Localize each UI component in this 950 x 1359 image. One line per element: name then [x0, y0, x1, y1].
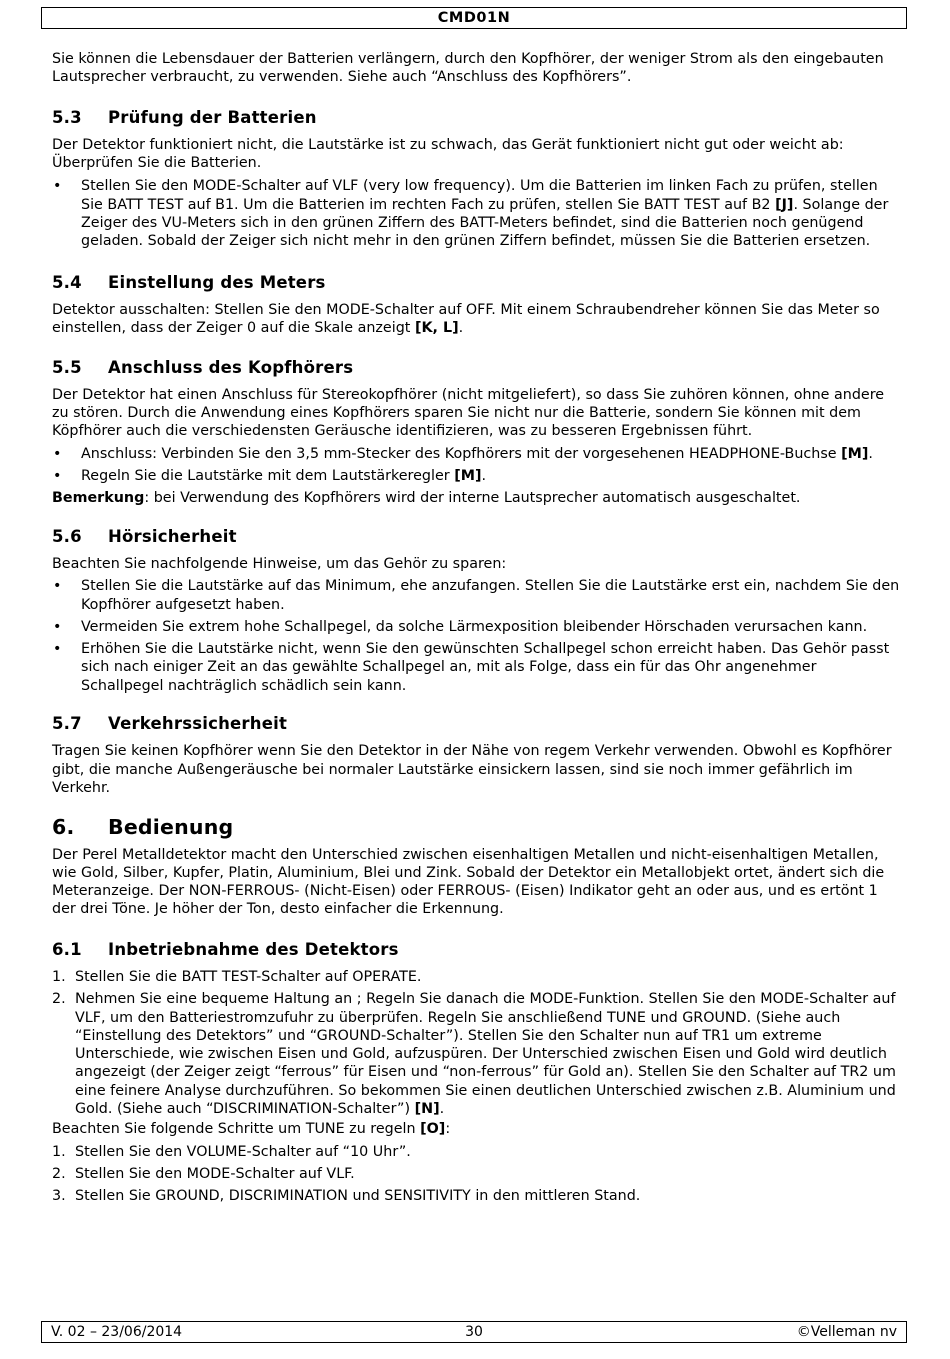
list-text: .	[868, 445, 873, 462]
list-item: • Vermeiden Sie extrem hohe Schallpegel, da solche Lärmexposition bleibender Hörschaden verursachen kann.	[52, 618, 902, 636]
list-item	[52, 968, 902, 986]
list-text: Stellen Sie den MODE-Schalter auf VLF.	[75, 1165, 355, 1182]
section-5-4-heading	[52, 274, 902, 292]
section-6-1-list	[52, 968, 902, 1118]
para-text: Detektor ausschalten: Stellen Sie den MODE-Schalter auf OFF. Mit einem Schraubendreher können Sie das Meter so einstellen, dass der Zeiger 0 auf die Skale anzeigt	[52, 301, 880, 337]
section-title: Prüfung der Batterien	[108, 107, 317, 127]
section-number: 5.6	[52, 526, 82, 546]
list-number: 3.	[52, 1188, 66, 1205]
para-text: Beachten Sie folgende Schritte um TUNE zu regeln	[52, 1121, 421, 1138]
list-text: .	[481, 468, 487, 485]
section-5-3-paragraph: Der Detektor funktioniert nicht, die Lautstärke ist zu schwach, das Gerät funktioniert nicht gut oder weicht ab: Überprüfen Sie die Batterien.	[52, 136, 844, 172]
section-title: Verkehrssicherheit	[108, 714, 288, 734]
figure-ref: [M]	[454, 468, 482, 485]
list-text: Stellen Sie die BATT TEST-Schalter auf OPERATE.	[75, 968, 422, 985]
list-text: Regeln Sie die Lautstärke mit dem Lautstärkeregler	[81, 468, 455, 485]
section-6-1-heading	[52, 941, 902, 959]
section-6-heading	[52, 815, 902, 840]
section-5-5-paragraph: Der Detektor hat einen Anschluss für Stereokopfhörer (nicht mitgeliefert), so dass Sie zuhören können, ohne andere zu stören. Durch die Anwendung eines Kopfhörers sparen Sie nicht nur die Batterie, sondern Sie können mit dem Köpfhörer auch die verschiedensten Geräusche identifizieren, was zu besseren Ergebnissen führt.	[52, 386, 885, 440]
section-number: 5.4	[52, 272, 82, 292]
document-body	[52, 50, 902, 1210]
list-text: .	[439, 1101, 445, 1118]
list-item	[52, 1187, 902, 1205]
list-text: Stellen Sie den VOLUME-Schalter auf “10 Uhr”.	[75, 1143, 411, 1160]
section-number: 5.3	[52, 107, 82, 127]
footer-copyright: ©Velleman nv	[796, 1324, 897, 1340]
figure-ref: [K, L]	[414, 320, 459, 337]
section-5-3-list	[52, 177, 902, 250]
page-header	[41, 7, 907, 29]
list-item	[52, 1165, 902, 1183]
list-item: • Erhöhen Sie die Lautstärke nicht, wenn Sie den gewünschten Schallpegel schon erreicht haben. Das Gehör passt sich nach einiger Zeit an das gewählte Schallpegel an, mit als Folge, dass ein für das Ohr angenehmer Schallpegel nachträglich schädlich sein kann.	[52, 640, 902, 695]
list-item	[52, 467, 902, 485]
list-item: • Stellen Sie die Lautstärke auf das Minimum, ehe anzufangen. Stellen Sie die Lautstärke erst ein, nachdem Sie den Kopfhörer aufgesetzt haben.	[52, 577, 902, 614]
list-text: Nehmen Sie eine bequeme Haltung an ; Regeln Sie danach die MODE-Funktion. Stellen Sie den MODE-Schalter auf VLF, um den Batteriestromzufuhr zu überprüfen. Regeln Sie anschließend TUNE und GROUND. (Siehe auch “Einstellung des Detektors” und “GROUND-Schalter”). Stellen Sie den Schalter nun auf TR1 um extreme Unterschiede, wie zwischen Eisen und Gold, aufzuspüren. Der Unterschied zwischen Eisen und Gold wird deutlich angezeigt (der Zeiger zeigt “ferrous” für Eisen und “non-ferrous” für Gold an). Stellen Sie den Schalter auf TR2 um eine feinere Analyse durchzuführen. So bekommen Sie einen deutlichen Unterschied zwischen z.B. Aluminium und Gold. (Siehe auch “DISCRIMINATION-Schalter”)	[75, 991, 896, 1118]
section-5-6-list	[52, 577, 902, 695]
section-5-7-paragraph: Tragen Sie keinen Kopfhörer wenn Sie den Detektor in der Nähe von regem Verkehr verwenden. Obwohl es Kopfhörer gibt, die manche Außengeräusche bei normaler Lautstärke einsickern lassen, sind sie noch immer gefährlich im Verkehr.	[52, 743, 892, 796]
list-number: 2.	[52, 991, 66, 1008]
list-text: . Solange der Zeiger des VU-Meters sich in den grünen Ziffern des BATT-Meters befindet, sind die Batterien noch genügend geladen. Sobald der Zeiger sich nicht mehr in den grünen Ziffern befindet, müssen Sie die Batterien ersetzen.	[81, 196, 889, 250]
list-item	[52, 1143, 902, 1161]
note-text: : bei Verwendung des Kopfhörers wird der interne Lautsprecher automatisch ausgeschaltet.	[144, 490, 801, 507]
list-text: Stellen Sie GROUND, DISCRIMINATION und SENSITIVITY in den mittleren Stand.	[75, 1188, 641, 1205]
figure-ref: [N]	[414, 1101, 440, 1118]
figure-ref: [M]	[841, 445, 869, 462]
list-text: Stellen Sie den MODE-Schalter auf VLF (very low frequency). Um die Batterien im linken Fach zu prüfen, stellen Sie BATT TEST auf B1. Um die Batterien im rechten Fach zu prüfen, stellen Sie BATT TEST auf B2	[81, 178, 878, 213]
intro-paragraph: Sie können die Lebensdauer der Batterien verlängern, durch den Kopfhörer, der weniger Strom als den eingebauten Lautsprecher verbraucht, zu verwenden. Siehe auch “Anschluss des Kopfhörers”.	[52, 51, 884, 86]
para-text: .	[458, 320, 464, 337]
section-title: Inbetriebnahme des Detektors	[108, 939, 399, 959]
tune-intro	[52, 1120, 902, 1138]
list-number: 1.	[52, 968, 66, 985]
page-footer	[41, 1321, 907, 1343]
figure-ref: [J]	[775, 196, 794, 213]
list-item	[52, 177, 902, 250]
section-6-paragraph: Der Perel Metalldetektor macht den Unterschied zwischen eisenhaltigen Metallen und nicht-eisenhaltigen Metallen, wie Gold, Silber, Kupfer, Platin, Aluminium, Blei und Zink. Sobald der Detektor ein Metallobjekt ortet, ändert sich die Meteranzeige. Der NON-FERROUS- (Nicht-Eisen) oder FERROUS- (Eisen) Indikator geht an oder aus, und es ertönt 1 der drei Töne. Je höher der Ton, desto einfacher die Erkennung.	[52, 846, 885, 918]
section-5-6-paragraph: Beachten Sie nachfolgende Hinweise, um das Gehör zu sparen:	[52, 555, 507, 572]
header-title: CMD01N	[437, 10, 511, 26]
section-5-6-heading	[52, 528, 902, 546]
footer-version: V. 02 – 23/06/2014	[51, 1324, 183, 1340]
section-5-5-list	[52, 445, 902, 486]
section-5-4-paragraph	[52, 301, 902, 338]
section-5-7-heading	[52, 715, 902, 733]
section-title: Bedienung	[108, 815, 234, 840]
section-number: 5.5	[52, 357, 82, 377]
section-title: Hörsicherheit	[108, 526, 237, 546]
section-number: 6.1	[52, 939, 82, 959]
section-5-5-note	[52, 489, 902, 507]
list-item	[52, 445, 902, 463]
list-number: 1.	[52, 1143, 66, 1160]
section-number: 6.	[52, 815, 75, 840]
note-label: Bemerkung	[52, 490, 145, 507]
footer-page-number: 30	[465, 1324, 483, 1340]
section-title: Anschluss des Kopfhörers	[108, 357, 354, 377]
section-5-3-heading	[52, 109, 902, 127]
para-text: :	[445, 1121, 451, 1138]
figure-ref: [O]	[420, 1121, 446, 1138]
section-number: 5.7	[52, 714, 82, 734]
list-item	[52, 990, 902, 1118]
list-text: Anschluss: Verbinden Sie den 3,5 mm-Stecker des Kopfhörers mit der vorgesehenen HEADPHONE-Buchse	[81, 445, 842, 462]
section-5-5-heading	[52, 359, 902, 377]
section-title: Einstellung des Meters	[108, 272, 326, 292]
list-number: 2.	[52, 1165, 66, 1182]
tune-steps-list	[52, 1143, 902, 1206]
